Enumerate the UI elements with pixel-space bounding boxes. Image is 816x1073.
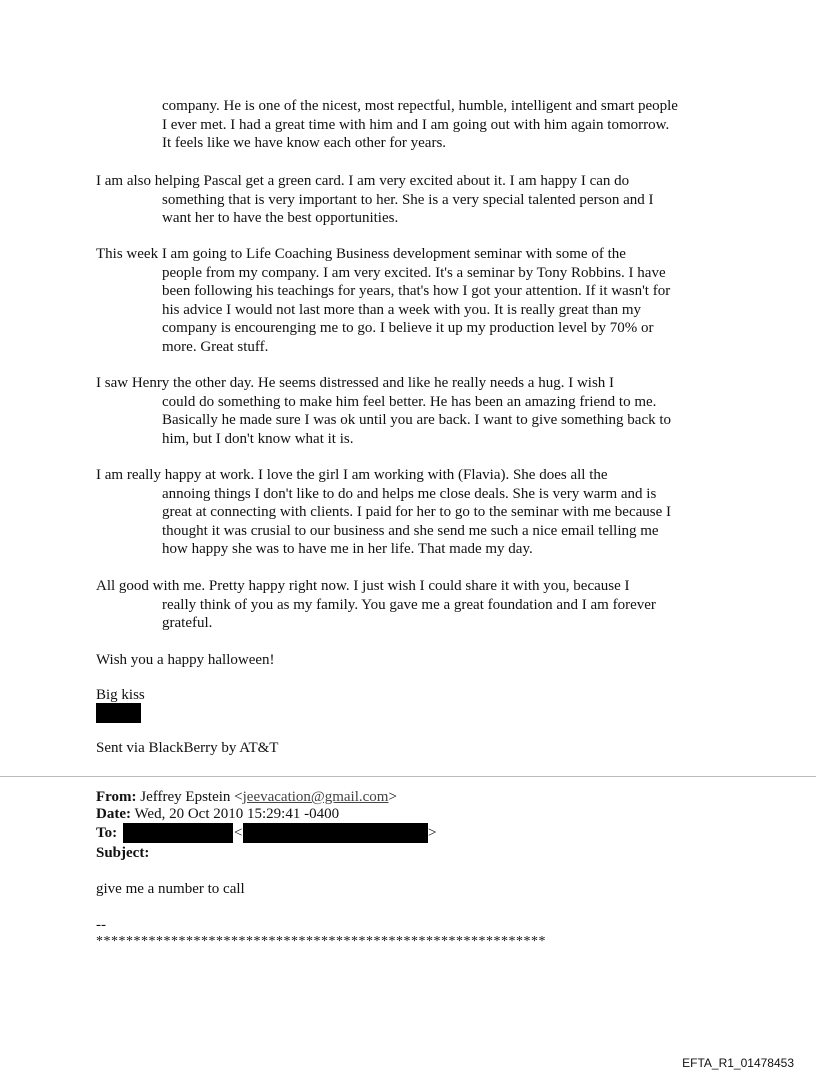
signature-stars: ************************************************************: [96, 934, 546, 949]
redaction-box: [243, 823, 428, 843]
paragraph-seminar: [96, 245, 676, 357]
paragraph-text: annoing things I don't like to do and helps me close deals. She is very warm and is great at connecting with clients. I paid for her to go to the seminar with me because I thought it was crusial to our business and she send me such a nice email telling me how happy she was to have me in her life. That made my day.: [162, 485, 671, 558]
header-from: [96, 789, 397, 805]
subject-label: Subject:: [96, 845, 150, 861]
paragraph-text: something that is very important to her. She is a very special talented person and I want her to have the best opportunities.: [162, 191, 654, 227]
from-label: From:: [96, 789, 137, 805]
from-email-link[interactable]: jeevacation@gmail.com: [242, 789, 389, 805]
from-name: Jeffrey Epstein <: [140, 789, 243, 805]
paragraph-green-card: [96, 172, 676, 228]
to-label: To:: [96, 825, 118, 841]
email-body: give me a number to call: [96, 881, 245, 897]
header-subject: [96, 845, 149, 861]
closing-kiss: Big kiss: [96, 687, 145, 703]
date-value: Wed, 20 Oct 2010 15:29:41 -0400: [134, 806, 340, 822]
to-gt: >: [428, 825, 437, 841]
paragraph-first-line: I saw Henry the other day. He seems distressed and like he really needs a hug. I wish I: [96, 375, 615, 391]
paragraph-text: could do something to make him feel better. He has been an amazing friend to me. Basically he made sure I was ok until you are back. I want to give something back to him, but I don't know what it is.: [162, 393, 672, 447]
paragraph-company: [162, 97, 682, 153]
paragraph-first-line: I am really happy at work. I love the girl I am working with (Flavia). She does all the: [96, 467, 608, 483]
to-lt: <: [234, 825, 243, 841]
closing-wish: Wish you a happy halloween!: [96, 652, 275, 668]
signature-dash: --: [96, 917, 106, 933]
header-to: [96, 825, 117, 841]
redaction-box: [123, 823, 233, 843]
paragraph-text: really think of you as my family. You gave me a great foundation and I am forever grateful.: [162, 596, 656, 632]
header-date: [96, 806, 339, 822]
paragraph-text: company. He is one of the nicest, most repectful, humble, intelligent and smart people I ever met. I had a great time with him and I am going out with him again tomorrow. It feels like we have know each other for years.: [162, 98, 678, 152]
document-id: EFTA_R1_01478453: [682, 1056, 794, 1070]
paragraph-henry: [96, 374, 676, 448]
paragraph-text: people from my company. I am very excited. It's a seminar by Tony Robbins. I have been following his teachings for years, that's how I got your attention. If it wasn't for his advice I would not last more than a week with you. It is really great than my company is encourenging me to go. I believe it up my production level by 70% or more. Great stuff.: [162, 264, 671, 355]
redaction-box: [96, 703, 141, 723]
paragraph-work: [96, 466, 676, 559]
sent-via: Sent via BlackBerry by AT&T: [96, 740, 279, 756]
paragraph-all-good: [96, 577, 676, 633]
divider: [0, 776, 816, 777]
from-close: >: [388, 789, 397, 805]
paragraph-first-line: All good with me. Pretty happy right now. I just wish I could share it with you, because I: [96, 578, 630, 594]
paragraph-first-line: I am also helping Pascal get a green card. I am very excited about it. I am happy I can do: [96, 173, 630, 189]
date-label: Date:: [96, 806, 131, 822]
paragraph-first-line: This week I am going to Life Coaching Business development seminar with some of the: [96, 246, 626, 262]
